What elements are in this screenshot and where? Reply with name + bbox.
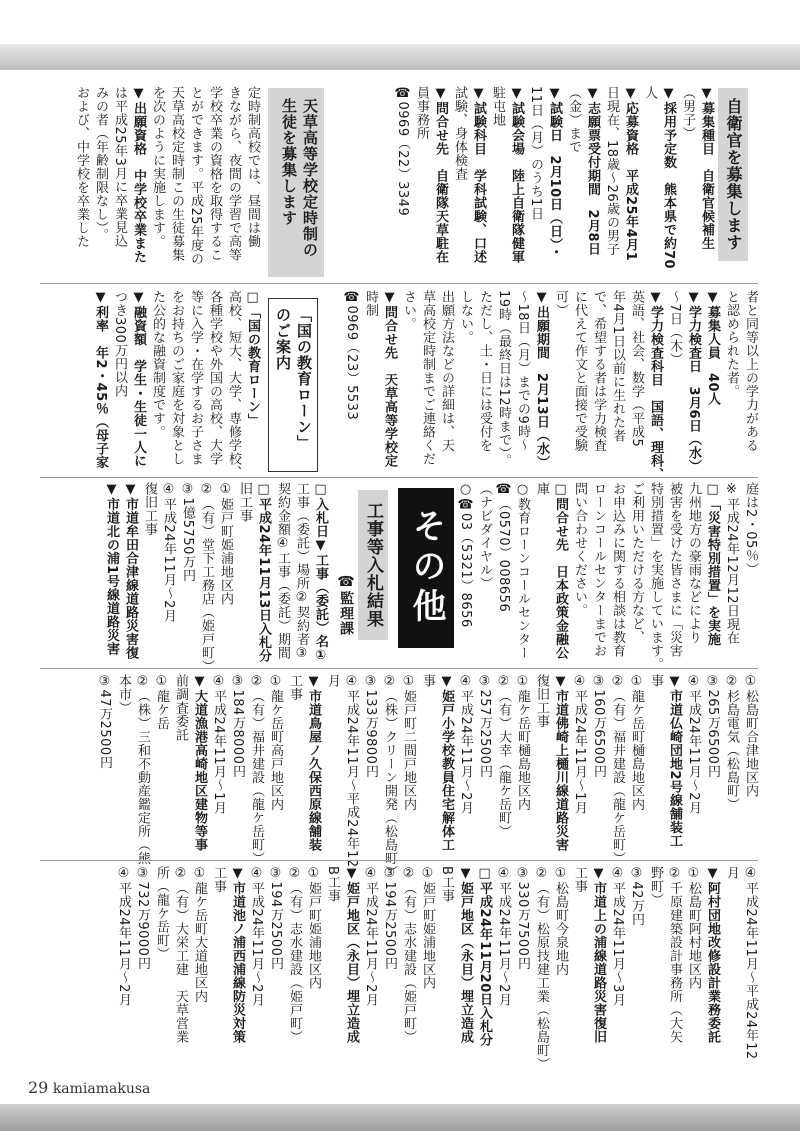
text-line: ③47万2500円 — [97, 674, 112, 770]
text-line: ローンコールセンターまでお — [591, 482, 606, 658]
text-line: 工事 — [287, 674, 302, 701]
divider-1 — [40, 283, 758, 284]
kantoku-label: ☎監理課 — [338, 574, 354, 636]
text-line: ①龍ケ岳町樋島地区内 — [629, 674, 644, 811]
text-line: 特別措置」を実施しています。 — [648, 482, 663, 671]
text-line: 天草高校定時制この生徒募集 — [169, 86, 184, 262]
text-line: ▼大道漁港高崎地区建物等事 — [192, 674, 207, 852]
text-line: ③42万円 — [629, 866, 644, 927]
text-line: ④平成24年11月～2月 — [458, 674, 473, 815]
text-line: ▼市道佛崎上樋川線道路災害 — [553, 674, 568, 852]
text-line: ④平成24年11月～平成24年12 — [344, 674, 359, 868]
text-line: ▼応募資格 平成25年4月1 — [623, 86, 638, 262]
text-line: ▼募集人員 40人 — [705, 290, 720, 406]
text-line: さい。 — [401, 290, 416, 331]
text-line: ④平成24年11月～2月 — [496, 866, 511, 1007]
text-line: で、希望する者は学力検査 — [591, 290, 606, 452]
text-line: ③184万8000円 — [230, 674, 245, 778]
text-line: ②（株）クリーン開発（松島町） — [382, 674, 397, 879]
text-line: 日現在、18歳～26歳の男子 — [604, 86, 619, 257]
text-line: つき300万円以内 — [112, 290, 127, 398]
text-line: 旧工事 — [237, 482, 252, 523]
text-line: ②杉島電気（松島町） — [724, 674, 739, 811]
text-line: 英語、社会、数学（平成5 — [629, 290, 644, 448]
text-line: ○教育ローンコールセンター — [515, 482, 530, 660]
jieikan-heading: 自衛官を募集します — [718, 88, 748, 261]
divider-3 — [40, 668, 758, 669]
text-line: みの者（年齢制限なし）。 — [93, 86, 108, 242]
text-line: （男子） — [680, 86, 695, 140]
text-line: を次のように実施します。 — [150, 86, 165, 248]
text-line: ④平成24年11月～2月 — [161, 482, 176, 623]
teijisei-heading: 天草高等学校定時制の生徒を募集します — [268, 88, 324, 277]
text-line: □入札日▼工事（委託）名① — [313, 482, 328, 664]
text-line: と認められた者。 — [724, 290, 739, 398]
text-line: ③732万9000円 — [135, 866, 150, 970]
text-line: ▼市道北の浦1号線道路災害 — [104, 482, 119, 656]
text-line: をお持ちのご家庭を対象とし — [169, 290, 184, 466]
text-line: □「災害特別措置」を実施 — [705, 482, 720, 646]
page-footer — [28, 1078, 150, 1097]
text-line: （金）まで — [566, 86, 581, 154]
text-line: 試験、身体検査 — [452, 86, 467, 181]
teijisei-body — [40, 86, 262, 274]
kyouiku-heading: 「国の教育ローン」のご案内 — [268, 298, 318, 472]
text-line: ▼利率 年2・45％（母子家 — [93, 290, 108, 470]
top-decor-bar — [0, 44, 800, 70]
text-line: 本市） — [116, 674, 131, 715]
text-line: ▼志願票受付期間 2月8日 — [585, 86, 600, 256]
text-line: ▼採用予定数 熊本県で約70 — [661, 86, 676, 270]
text-line: ☎0969（23）5533 — [344, 290, 359, 421]
text-line: ▼市道池ノ浦西浦線防災対策 — [230, 866, 245, 1044]
text-line: 定時制高校では、昼間は働 — [245, 86, 260, 248]
text-line: ①龍ケ岳町樋島地区内 — [515, 674, 530, 811]
text-line: ①姫戸町二間戸地区内 — [401, 674, 416, 811]
text-line: ④平成24年11月～2月 — [363, 866, 378, 1007]
text-line: ①姫戸町姫浦地区内 — [218, 482, 233, 606]
text-line: ①松島町阿村地区内 — [686, 866, 701, 990]
text-line: 工事 — [572, 866, 587, 893]
text-line: ▼市道鳥屋ノ久保西原線舗装 — [306, 674, 321, 852]
text-line: ②千原建築設計事務所（大矢 — [667, 866, 682, 1044]
text-line: および、中学校を卒業した — [74, 86, 89, 248]
text-line: ③194万2500円 — [382, 866, 397, 970]
band-top — [40, 82, 760, 277]
text-line: 所（龍ケ岳町） — [154, 866, 169, 961]
text-line: た公的な融資制度です。 — [150, 290, 165, 439]
text-line: 庫 — [534, 482, 549, 496]
text-line: 人 — [642, 86, 657, 100]
text-line: 被害を受けた皆さまに「災害 — [667, 482, 682, 658]
text-line: ▼市道仏崎団地2号線舗装工 — [667, 674, 682, 848]
teijisei-body-2 — [320, 290, 760, 481]
text-line: 工事（委託）場所②契約者③ — [294, 482, 309, 662]
text-line: ②（有）福井建設（龍ケ岳町） — [610, 674, 625, 865]
page-number: 29 — [28, 1078, 49, 1097]
text-line: ▼学力検査科目 国語、理科、 — [648, 290, 663, 481]
text-line: ①龍ケ岳 — [154, 674, 169, 730]
text-line: ▼問合せ先 自衛隊天草駐在 — [433, 86, 448, 264]
text-line: 月 — [724, 866, 739, 880]
band-fifth — [40, 866, 760, 1071]
text-line: ▼学力検査日 3月6日（水） — [686, 290, 701, 474]
text-line: ③194万2500円 — [268, 866, 283, 970]
text-line: 事 — [648, 674, 663, 688]
brand-name: kamiamakusa — [52, 1081, 151, 1097]
text-line: ②（有）志水建設（姫戸町） — [401, 866, 416, 1044]
kouji-body-3 — [40, 866, 760, 1071]
text-line: ▼募集種目 自衛官候補生 — [699, 86, 714, 250]
text-line: ②（有）福井建設（龍ケ岳町） — [249, 674, 264, 865]
text-line: ○☎03（5321）8656 — [458, 482, 473, 628]
text-line: ④平成24年11月～平成24年12 — [743, 866, 758, 1060]
kyouiku-body-2 — [452, 482, 760, 671]
text-line: ▼市道上の浦線道路災害復旧 — [591, 866, 606, 1044]
text-line: は平成25年3月に卒業見込 — [112, 86, 127, 248]
text-line: 問い合わせください。 — [572, 482, 587, 617]
text-line: □平成24年11月13日入札分 — [256, 482, 271, 663]
text-line: 工事 — [211, 866, 226, 893]
text-line: 高校、短大、大学、専修学校、 — [226, 290, 241, 479]
text-line: ②（有）堂下工務店（姫戸町） — [199, 482, 214, 673]
text-line: しない。 — [458, 290, 473, 344]
band-middle — [40, 290, 760, 481]
text-line: □「国の教育ローン」 — [245, 290, 260, 427]
text-line: ①姫戸町姫浦地区内 — [306, 866, 321, 990]
jieikan-body — [396, 86, 716, 274]
text-line: ▼市道牟田合津線道路災害復 — [123, 482, 138, 660]
text-line: 出願方法などの詳細は、天 — [439, 290, 454, 452]
bottom-decor-bar — [0, 1104, 800, 1131]
divider-2 — [40, 477, 758, 478]
text-line: ①龍ケ岳町大道地区内 — [192, 866, 207, 1003]
text-line: 年4月1日以前に生れた者 — [610, 290, 625, 443]
text-line: □平成24年11月20日入札分 — [477, 866, 492, 1047]
text-line: ▼試験科目 学科試験、口述 — [471, 86, 486, 264]
text-line: ②（有）大幸（龍ケ岳町） — [496, 674, 511, 838]
text-line: お申込みに関する相談は教育 — [610, 482, 625, 658]
text-line: ①松島町合津地区内 — [743, 674, 758, 798]
text-line: 復旧工事 — [142, 482, 157, 536]
divider-4 — [40, 860, 758, 861]
text-line: ②（有）松原技建工業（松島町） — [534, 866, 549, 1071]
text-line: ②（有）志水建設（姫戸町） — [287, 866, 302, 1044]
text-line: 契約金額④工事（委託）期間 — [275, 482, 290, 660]
kyouiku-body — [40, 290, 262, 479]
text-line: ～7日（木） — [667, 290, 682, 367]
text-line: ①松島町今泉地内 — [553, 866, 568, 976]
text-line: B工事 — [439, 866, 454, 903]
sonota-heading: その他 — [398, 488, 454, 648]
text-line: ③330万7500円 — [515, 866, 530, 970]
text-line: きながら、夜間の学習で高等 — [226, 86, 241, 262]
kouji-heading: 工事等入札結果 — [358, 490, 388, 640]
text-line: ③257万2500円 — [477, 674, 492, 778]
text-line: 九州地方の豪雨などにより — [686, 482, 701, 644]
text-line: ③133万9800円 — [363, 674, 378, 778]
text-line: 各種学校や外国の高校、大学 — [207, 290, 222, 466]
text-line: 11日（月）のうち1日 — [528, 86, 543, 221]
text-line: ④平成24年11月～1月 — [211, 674, 226, 815]
text-line: ▼姫戸地区（永目）埋立造成 — [344, 866, 359, 1044]
text-line: ▼阿村団地改修設計業務委託 — [705, 866, 720, 1044]
text-line: 月 — [325, 674, 340, 688]
text-line: ④平成24年11月～3月 — [610, 866, 625, 1007]
text-line: 前調査委託 — [173, 674, 188, 742]
text-line: 駐屯地 — [490, 86, 505, 127]
text-line: ▼融資額 学生・生徒一人に — [131, 290, 146, 468]
text-line: ④平成24年11月～2月 — [116, 866, 131, 1007]
kouji-body-2 — [40, 674, 760, 879]
text-line: ④平成24年11月～1月 — [572, 674, 587, 815]
text-line: ④平成24年11月～2月 — [686, 674, 701, 815]
text-line: 復旧工事 — [534, 674, 549, 728]
text-line: とができます。平成25年度の — [188, 86, 203, 266]
band-third — [40, 482, 760, 673]
text-line: ③160万6500円 — [591, 674, 606, 778]
text-line: 者と同等以上の学力がある — [743, 290, 758, 452]
text-line: に代えて作文と面接で受験 — [572, 290, 587, 452]
text-line: ▼問合せ先 天草高等学校定 — [382, 290, 397, 468]
text-line: ②（有）大栄工建 天草営業 — [173, 866, 188, 1044]
band-fourth — [40, 674, 760, 879]
text-line: ☎（0570）008656 — [496, 482, 511, 613]
text-line: ▼姫戸地区（永目）埋立造成 — [458, 866, 473, 1044]
text-line: B工事 — [325, 866, 340, 903]
text-line: 事 — [420, 674, 435, 688]
text-line: ①姫戸町姫浦地区内 — [420, 866, 435, 990]
text-line: ※平成24年12月12日現在 — [724, 482, 739, 645]
text-line: 時制 — [363, 290, 378, 317]
text-line: ④平成24年11月～2月 — [249, 866, 264, 1007]
text-line: 草高校定時制までご連絡くだ — [420, 290, 435, 466]
text-line: ▼出願資格 中学校卒業また — [131, 86, 146, 264]
text-line: ②（株）三和不動産鑑定所（熊 — [135, 674, 150, 865]
text-line: ご利用いただける方など、 — [629, 482, 644, 644]
text-line: 可） — [553, 290, 568, 317]
text-line: □問合せ先 日本政策金融公 — [553, 482, 568, 660]
text-line: 学校卒業の資格を取得するこ — [207, 86, 222, 262]
text-line: 員事務所 — [414, 86, 429, 140]
text-line: ③265万6500円 — [705, 674, 720, 778]
text-line: ③1億5750万円 — [180, 482, 195, 582]
text-line: （ナビダイヤル） — [477, 482, 492, 590]
text-line: 野町） — [648, 866, 663, 907]
kouji-body — [40, 482, 330, 673]
text-line: ①龍ケ岳町高戸地区内 — [268, 674, 283, 811]
text-line: 等に入学・在学するお子さま — [188, 290, 203, 466]
text-line: ▼姫戸小学校教員住宅解体工 — [439, 674, 454, 852]
text-line: ▼試験会場 陸上自衛隊健軍 — [509, 86, 524, 264]
text-line: 庭は2・05％） — [743, 482, 758, 576]
text-line: ▼試験日 2月10日（日）・ — [547, 86, 562, 259]
text-line: 19時（最終日は12時まで）。 — [496, 290, 511, 468]
text-line: ▼出願期間 2月13日（水） — [534, 290, 549, 470]
text-line: ～18日（月）までの9時～ — [515, 290, 530, 452]
text-line: ただし、土・日には受付を — [477, 290, 492, 452]
text-line: ☎0969（22）3349 — [395, 86, 410, 217]
